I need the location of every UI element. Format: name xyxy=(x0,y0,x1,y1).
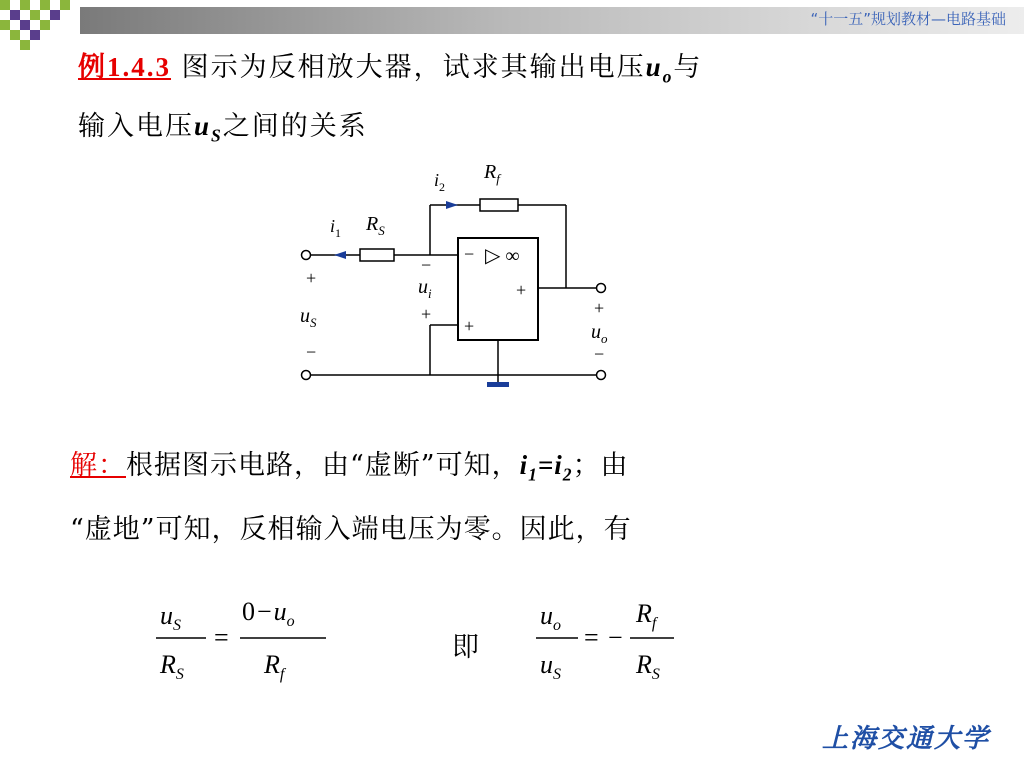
eq2-rhs-numerator: $R_f$ xyxy=(636,599,657,632)
i2-symbol: $i_2$ xyxy=(554,450,573,485)
eq2-equals: = xyxy=(584,623,599,652)
us-label: $u_S$ xyxy=(300,305,317,330)
equals-sign: = xyxy=(537,450,555,480)
solution-text xyxy=(70,438,970,557)
header-course-title: “十一五”规划教材—电路基础 xyxy=(810,10,1006,28)
eq1-lhs-numerator: $u_S$ xyxy=(160,601,181,634)
us-symbol: $u_S$ xyxy=(194,111,223,146)
opamp-plus-sign: + xyxy=(464,316,475,336)
uo-symbol: $u_o$ xyxy=(645,52,674,87)
opamp-gain-symbol: ▷ ∞ xyxy=(485,245,520,267)
uo-plus-sign: + xyxy=(594,298,605,318)
solution-line-2: “虚地”可知，反相输入端电压为零。因此，有 xyxy=(70,514,632,546)
solution-line-1-end: ；由 xyxy=(572,450,629,481)
ui-minus-sign: − xyxy=(421,255,432,275)
eq1-lhs-denominator: $R_S$ xyxy=(160,650,184,683)
eq2-lhs-numerator: $u_o$ xyxy=(540,601,561,634)
eq2-minus: − xyxy=(608,623,623,652)
opamp-output-plus: + xyxy=(516,280,527,300)
title-text-3: 输入电压 xyxy=(78,111,194,143)
ground-symbol xyxy=(487,382,509,387)
title-text-4: 之间的关系 xyxy=(222,111,368,143)
input-terminal-bottom xyxy=(302,371,311,380)
inverting-amplifier-circuit xyxy=(290,150,630,400)
uo-label: $u_o$ xyxy=(591,321,608,346)
rs-label: $R_S$ xyxy=(366,213,385,238)
eq1-equals: = xyxy=(214,623,229,652)
rf-label: $R_f$ xyxy=(484,161,500,186)
equation-kcl xyxy=(150,590,350,700)
corner-checker-decoration xyxy=(0,0,80,50)
connector-word: 即 xyxy=(452,632,479,663)
opamp-minus-sign: − xyxy=(464,244,475,264)
i1-symbol: $i_1$ xyxy=(519,450,538,485)
eq1-rhs-denominator: $R_f$ xyxy=(264,650,285,683)
i1-arrow xyxy=(334,251,346,259)
ui-plus-sign: + xyxy=(421,304,432,324)
output-terminal-bottom xyxy=(597,371,606,380)
solution-label: 解： xyxy=(70,450,126,481)
i1-label: $i_1$ xyxy=(330,216,342,240)
us-plus-sign: + xyxy=(306,268,317,288)
rf-resistor xyxy=(480,199,518,211)
problem-statement xyxy=(78,42,978,161)
university-logo: 上海交通大学 xyxy=(821,724,990,753)
title-text-2: 与 xyxy=(673,52,703,83)
example-label: 例1.4.3 xyxy=(78,52,171,82)
ui-label: $u_i$ xyxy=(418,276,432,301)
i2-label: $i_2$ xyxy=(434,170,446,194)
output-terminal-top xyxy=(597,284,606,293)
circuit-wires xyxy=(310,205,597,382)
uo-minus-sign: − xyxy=(594,344,605,364)
eq2-rhs-denominator: $R_S$ xyxy=(636,650,660,683)
title-text-1: 图示为反相放大器，试求其输出电压 xyxy=(181,52,646,83)
equation-result xyxy=(530,590,690,700)
input-terminal-top xyxy=(302,251,311,260)
eq2-lhs-denominator: $u_S$ xyxy=(540,650,561,683)
eq1-rhs-numerator: $0-u_o$ xyxy=(242,597,295,630)
i2-arrow xyxy=(446,201,458,209)
solution-line-1: 根据图示电路，由“虚断”可知， xyxy=(126,450,520,481)
us-minus-sign: − xyxy=(306,342,317,362)
rs-resistor xyxy=(360,249,394,261)
